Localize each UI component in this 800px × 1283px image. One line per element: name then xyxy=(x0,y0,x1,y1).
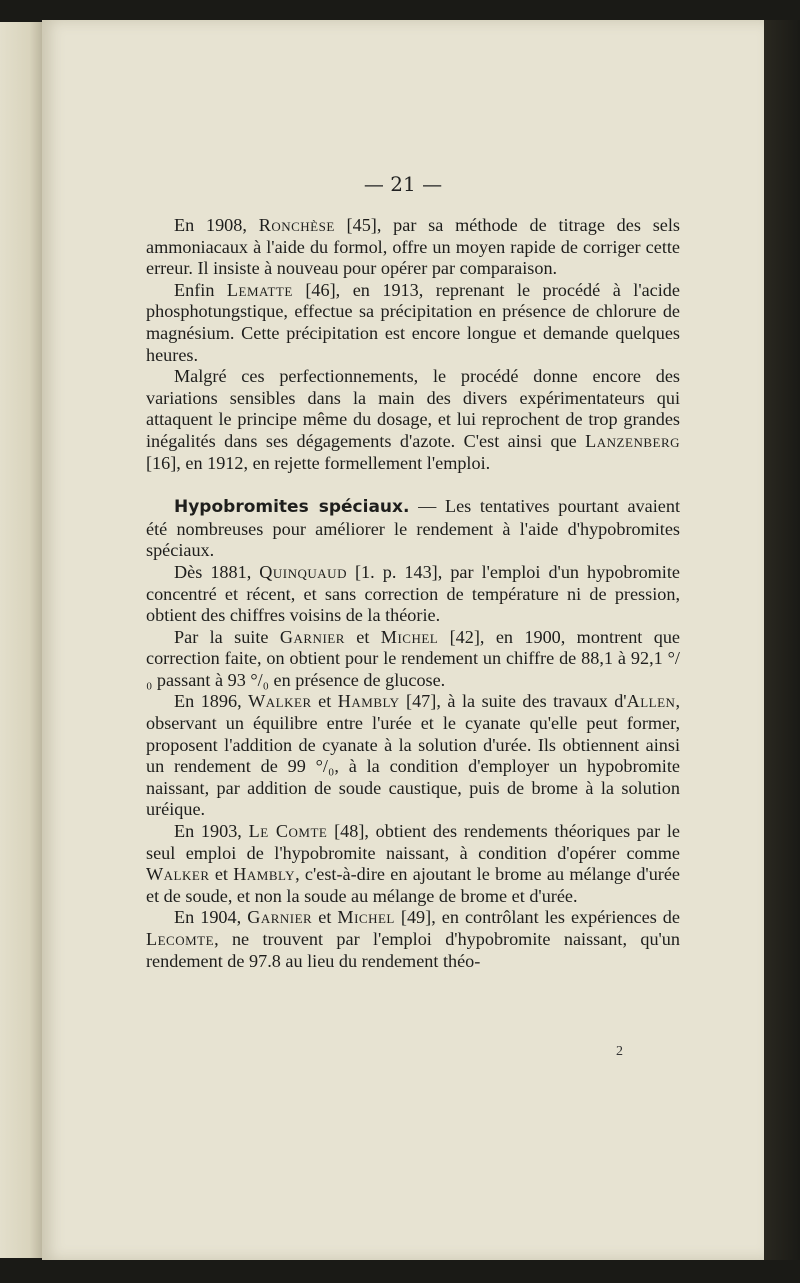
book-page xyxy=(42,20,764,1260)
paragraph xyxy=(146,821,680,907)
text-run: [48], obtient des rendements théoriques par le seul emploi de l'hypobromite naissant, à condition d'opérer comme xyxy=(146,821,680,863)
author-name: Lanzenberg xyxy=(585,430,680,451)
text-run: , c'est-à-dire en ajoutant le brome au mélange d'urée et de soude, et non la soude au mélange de brome et d'urée. xyxy=(146,864,680,906)
text-run: Malgré ces perfectionnements, le procédé donne encore des variations sensibles dans la main des divers expérimentateurs qui attaquent le principe même du dosage, et lui reprochent de trop grandes inégalités dans ses dégagements d'azote. C'est ainsi que xyxy=(146,366,680,451)
author-name: Michel xyxy=(337,907,395,928)
author-name: Michel xyxy=(380,626,439,647)
text-run: [16], en 1912, en rejette formellement l'emploi. xyxy=(146,452,491,473)
paragraph xyxy=(146,496,680,562)
author-name: Hambly xyxy=(233,864,296,885)
section-heading: Hypobromites spéciaux. xyxy=(174,497,410,518)
body-text xyxy=(146,215,680,972)
text-run: , ne trouvent par l'emploi d'hypobromite naissant, qu'un rendement de 97.8 au lieu du rendement théo- xyxy=(146,929,680,971)
text-run: — Les tentatives pourtant avaient été nombreuses pour améliorer le rendement à l'aide d'hypobromites spéciaux. xyxy=(146,496,680,561)
author-name: Hambly xyxy=(337,691,400,712)
text-run: , observant un équilibre entre l'urée et le cyanate qu'elle peut former, proposent l'addition de cyanate à la solution d'urée. Ils obtiennent ainsi un rendement de 99 °/₀, à la condition d'employer un hypobromite naissant, par addition de soude caustique, puis de brome à la solution uréique. xyxy=(146,691,680,820)
text-run: [42], en 1900, montrent que correction faite, on obtient pour le rendement un chiffre de 88,1 à 92,1 °/₀ passant à 93 °/₀ en présence de glucose. xyxy=(146,626,680,690)
scan-border xyxy=(764,20,800,1260)
text-run: [47], à la suite des travaux d' xyxy=(399,691,627,712)
text-run: et xyxy=(312,907,338,928)
author-name: Garnier xyxy=(279,626,345,647)
text-run: En 1908, xyxy=(174,215,259,235)
text-run: Dès 1881, xyxy=(174,561,260,582)
paragraph xyxy=(146,280,680,366)
author-name: Lecomte xyxy=(146,929,215,949)
text-run: [45], par sa méthode de titrage des sels ammoniacaux à l'aide du formol, offre un moyen rapide de corriger cette erreur. Il insiste à nouveau pour opérer par comparaison. xyxy=(146,215,680,279)
signature-mark: 2 xyxy=(616,1044,623,1059)
author-name: Walker xyxy=(146,864,210,885)
text-run: et xyxy=(311,691,338,712)
text-run: [49], en contrôlant les expériences de xyxy=(394,907,680,928)
author-name: Allen xyxy=(626,691,676,712)
paragraph xyxy=(146,907,680,972)
text-run: Enfin xyxy=(174,279,227,300)
text-run: En 1903, xyxy=(174,821,249,842)
facing-page-edge xyxy=(0,22,43,1258)
paragraph xyxy=(146,627,680,692)
paragraph xyxy=(146,691,680,821)
text-run: En 1896, xyxy=(174,691,249,712)
author-name: Le Comte xyxy=(248,821,328,842)
page-number: — 21 — xyxy=(363,172,443,196)
author-name: Ronchèse xyxy=(258,215,335,235)
author-name: Quinquaud xyxy=(259,561,347,582)
text-run: En 1904, xyxy=(174,907,248,928)
paragraph xyxy=(146,562,680,627)
paragraph xyxy=(146,366,680,474)
text-run: [46], en 1913, reprenant le procédé à l'acide phosphotungstique, effectue sa précipitation en présence de chlorure de magnésium. Cette précipitation est encore longue et demande quelques heures. xyxy=(146,279,680,365)
author-name: Walker xyxy=(248,691,312,712)
paragraph xyxy=(146,215,680,280)
text-run: et xyxy=(344,626,381,647)
author-name: Lematte xyxy=(226,279,293,300)
author-name: Garnier xyxy=(247,907,313,928)
text-run: [1. p. 143], par l'emploi d'un hypobromite concentré et récent, et sans correction de température ni de pression, obtient des chiffres voisins de la théorie. xyxy=(146,561,680,626)
text-run: Par la suite xyxy=(174,626,280,647)
text-run: et xyxy=(209,864,234,885)
